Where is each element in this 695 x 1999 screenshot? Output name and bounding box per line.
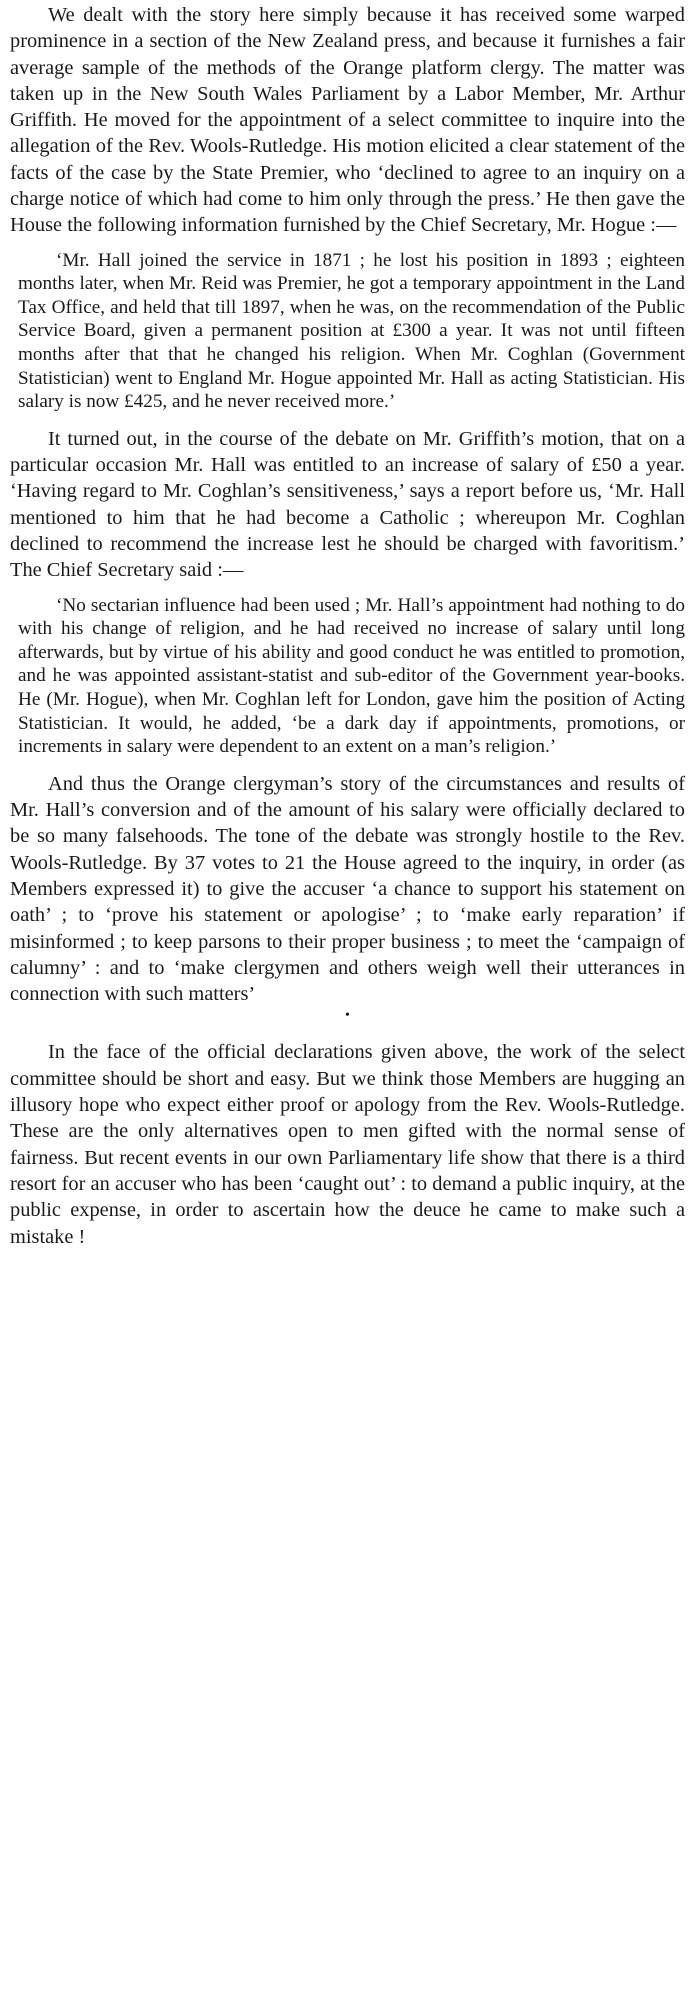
paragraph-debate: It turned out, in the course of the debate on Mr. Griffith’s motion, that on a particular occasion Mr. Hall was entitled to an increase of salary of £50 a year. ‘Having regard to Mr. Coghlan’s sensitiveness,’ says a report before us, ‘Mr. Hall mentioned to him that he had become a Catholic ; whereupon Mr. Coghlan declined to recommend the increase lest he should be charged with favoritism.’ The Chief Secretary said :— — [10, 427, 685, 582]
paragraph-intro: We dealt with the story here simply because it has received some warped prominence in a section of the New Zealand press, and because it furnishes a fair average sample of the methods of the Orange platform clergy. The matter was taken up in the New South Wales Parliament by a Labor Member, Mr. Arthur Griffith. He moved for the appointment of a select committee to inquire into the allegation of the Rev. Wools-Rutledge. His motion elicited a clear statement of the facts of the case by the State Premier, who ‘declined to agree to an inquiry on a charge notice of which had come to him only through the press.’ He then gave the House the following information furnished by the Chief Secretary, Mr. Hogue :— — [10, 4, 685, 237]
quote-hall-service: ‘Mr. Hall joined the service in 1871 ; he lost his position in 1893 ; eighteen months later, when Mr. Reid was Premier, he got a temporary appointment in the Land Tax Office, and held that till 1897, when he was, on the recommendation of the Public Service Board, given a permanent position at £300 a year. It was not until fifteen months after that that he changed his religion. When Mr. Coghlan (Government Statistician) went to England Mr. Hogue appointed Mr. Hall as acting Statistician. His salary is now £425, and he never received more.’ — [18, 249, 685, 413]
quote-chief-secretary: ‘No sectarian influence had been used ; Mr. Hall’s appointment had nothing to do with his change of religion, and he had received no increase of salary until long afterwards, but by virtue of his ability and good conduct he was entitled to promotion, and he was appointed assistant-statist and sub-editor of the Government year-books. He (Mr. Hogue), when Mr. Coghlan left for London, gave him the position of Acting Statistician. It would, he added, ‘be a dark day if appointments, promotions, or increments in salary were dependent to an extent on a man’s religion.’ — [18, 594, 685, 758]
section-separator: • — [345, 1008, 350, 1024]
paragraph-inquiry: And thus the Orange clergyman’s story of the circumstances and results of Mr. Hall’s conversion and of the amount of his salary were officially declared to be so many falsehoods. The tone of the debate was strongly hostile to the Rev. Wools-Rutledge. By 37 votes to 21 the House agreed to the inquiry, in order (as Members expressed it) to give the accuser ‘a chance to support his statement on oath’ ; to ‘prove his statement or apologise’ ; to ‘make early reparation’ if misinformed ; to keep parsons to their proper business ; to meet the ‘campaign of calumny’ : and to ‘make clergymen and others weigh well their utterances in connection with such matters’ — [10, 772, 685, 1006]
paragraph-conclusion: In the face of the official declarations given above, the work of the select committee should be short and easy. But we think those Members are hugging an illusory hope who expect either proof or apology from the Rev. Wools-Rutledge. These are the only alternatives open to men gifted with the normal sense of fairness. But recent events in our own Parliamentary life show that there is a third resort for an accuser who has been ‘caught out’ : to demand a public inquiry, at the public expense, in order to ascertain how the deuce he came to make such a mistake ! — [10, 1041, 685, 1248]
